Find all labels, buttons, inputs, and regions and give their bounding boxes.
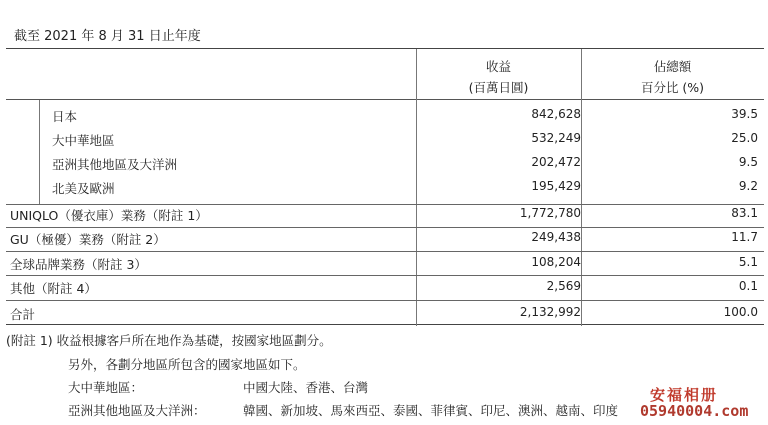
region-countries: 韓國、新加坡、馬來西亞、泰國、菲律賓、印尼、澳洲、越南、印度 — [243, 403, 619, 418]
indent-divider — [39, 100, 40, 205]
region-countries: 中國大陸、香港、台灣 — [243, 380, 369, 395]
header-revenue: 收益 — [485, 59, 511, 74]
row-share: 25.0 — [731, 131, 758, 145]
header-share: 佔總額 — [653, 59, 692, 74]
header-share-unit: 百分比 (%) — [640, 80, 705, 95]
row-share: 11.7 — [731, 230, 758, 244]
row-share: 0.1 — [738, 279, 758, 293]
row-revenue: 1,772,780 — [519, 206, 581, 220]
row-label: UNIQLO（優衣庫）業務（附註 1） — [10, 208, 208, 223]
row-label: 其他（附註 4） — [10, 281, 97, 296]
row-label: 全球品牌業務（附註 3） — [10, 257, 147, 272]
row-divider — [6, 251, 764, 252]
row-revenue: 195,429 — [531, 179, 581, 193]
row-revenue: 842,628 — [531, 107, 581, 121]
table-header — [6, 49, 764, 100]
column-divider — [581, 49, 582, 326]
row-revenue: 249,438 — [531, 230, 581, 244]
footnote-1-sub: 另外，各劃分地區所包含的國家地區如下。 — [68, 357, 306, 372]
row-label: GU（極優）業務（附註 2） — [10, 232, 166, 247]
watermark-title: 安福相册 — [650, 386, 719, 404]
row-revenue: 532,249 — [531, 131, 581, 145]
row-share: 9.5 — [738, 155, 758, 169]
row-label: 亞洲其他地區及大洋洲 — [52, 157, 178, 172]
row-label: 大中華地區 — [52, 133, 115, 148]
row-revenue: 2,569 — [546, 279, 581, 293]
row-share: 39.5 — [731, 107, 758, 121]
row-divider — [6, 204, 764, 205]
header-revenue-unit: (百萬日圓) — [468, 80, 529, 95]
row-revenue: 202,472 — [531, 155, 581, 169]
table-caption: 截至 2021 年 8 月 31 日止年度 — [14, 29, 201, 44]
row-label: 北美及歐洲 — [52, 181, 115, 196]
watermark-url: 05940004.com — [640, 402, 749, 420]
row-label: 日本 — [52, 109, 78, 124]
region-name: 亞洲其他地區及大洋洲： — [68, 403, 206, 418]
row-divider — [6, 227, 764, 228]
row-revenue: 108,204 — [531, 255, 581, 269]
row-share: 9.2 — [738, 179, 758, 193]
row-label: 合計 — [10, 307, 36, 322]
row-share: 5.1 — [738, 255, 758, 269]
revenue-table — [6, 48, 764, 325]
row-share: 100.0 — [723, 305, 758, 319]
row-share: 83.1 — [731, 206, 758, 220]
footnote-1: (附註 1) 收益根據客戶所在地作為基礎，按國家地區劃分。 — [6, 333, 332, 348]
region-name: 大中華地區： — [68, 380, 144, 395]
row-divider — [6, 300, 764, 301]
row-divider — [6, 275, 764, 276]
row-revenue: 2,132,992 — [519, 305, 581, 319]
